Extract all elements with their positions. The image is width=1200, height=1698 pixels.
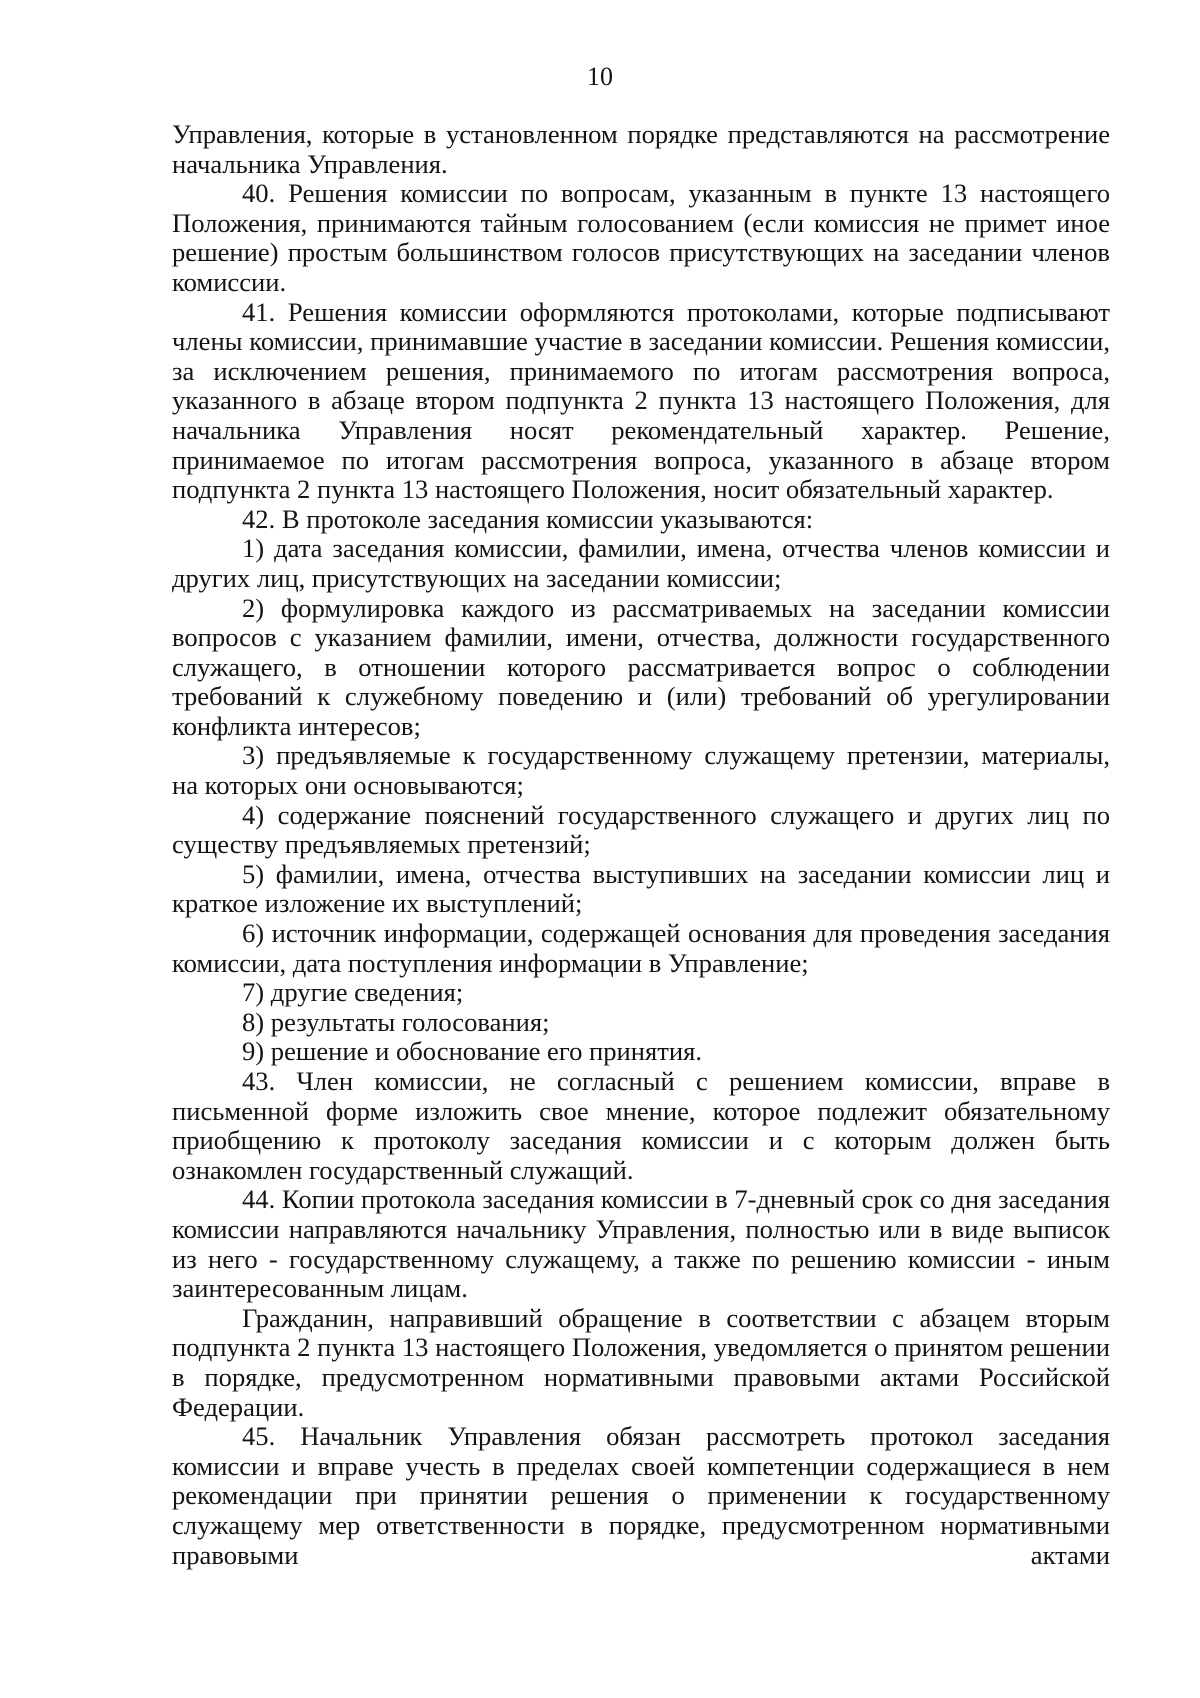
paragraph: Гражданин, направивший обращение в соответствии с абзацем вторым подпункта 2 пункта 13 настоящего Положения, уведомляется о принятом решении в порядке, предусмотренном нормативными правовыми актами Российской Федерации. bbox=[172, 1302, 1110, 1422]
page-number: 10 bbox=[587, 62, 613, 91]
paragraph: 7) другие сведения; bbox=[242, 977, 464, 1008]
paragraph: 44. Копии протокола заседания комиссии в 7-дневный срок со дня заседания комиссии направляются начальнику Управления, полностью или в виде выписок из него - государственному служащему, а также по решению комиссии - иным заинтересованным лицам. bbox=[172, 1184, 1110, 1304]
paragraph: 8) результаты голосования; bbox=[242, 1006, 550, 1037]
paragraph: 5) фамилии, имена, отчества выступивших на заседании комиссии лиц и краткое изложение их выступлений; bbox=[172, 858, 1110, 919]
paragraph: 9) решение и обоснование его принятия. bbox=[242, 1036, 702, 1067]
paragraph: 42. В протоколе заседания комиссии указываются: bbox=[242, 503, 814, 534]
paragraph: 41. Решения комиссии оформляются протоколами, которые подписывают члены комиссии, принимавшие участие в заседании комиссии. Решения комиссии, за исключением решения, принимаемого по итогам рассмотрения вопроса, указанного в абзаце втором подпункта 2 пункта 13 настоящего Положения, для начальника Управления носят рекомендательный характер. Решение, принимаемое по итогам рассмотрения вопроса, указанного в абзаце втором подпункта 2 пункта 13 настоящего Положения, носит обязательный характер. bbox=[172, 296, 1110, 505]
document-body bbox=[172, 120, 1110, 1570]
paragraph: 6) источник информации, содержащей основания для проведения заседания комиссии, дата поступления информации в Управление; bbox=[172, 918, 1110, 978]
paragraph: 4) содержание пояснений государственного служащего и других лиц по существу предъявляемых претензий; bbox=[172, 799, 1110, 860]
paragraph: 40. Решения комиссии по вопросам, указанным в пункте 13 настоящего Положения, принимаются тайным голосованием (если комиссия не примет иное решение) простым большинством голосов присутствующих на заседании членов комиссии. bbox=[172, 178, 1110, 297]
paragraph: 3) предъявляемые к государственному служащему претензии, материалы, на которых они основываются; bbox=[172, 740, 1110, 801]
paragraph: 43. Член комиссии, не согласный с решением комиссии, вправе в письменной форме изложить свое мнение, которое подлежит обязательному приобщению к протоколу заседания комиссии и с которым должен быть ознакомлен государственный служащий. bbox=[172, 1066, 1110, 1185]
paragraph: Управления, которые в установленном порядке представляются на рассмотрение начальника Управления. bbox=[172, 119, 1110, 179]
paragraph: 45. Начальник Управления обязан рассмотреть протокол заседания комиссии и вправе учесть в пределах своей компетенции содержащиеся в нем рекомендации при принятии решения о применении к государственному служащему мер ответственности в порядке, предусмотренном нормативными правовыми актами bbox=[172, 1421, 1110, 1570]
paragraph: 2) формулировка каждого из рассматриваемых на заседании комиссии вопросов с указанием фамилии, имени, отчества, должности государственного служащего, в отношении которого рассматривается вопрос о соблюдении требований к служебному поведению и (или) требований об урегулировании конфликта интересов; bbox=[172, 592, 1110, 741]
paragraph: 1) дата заседания комиссии, фамилии, имена, отчества членов комиссии и других лиц, присутствующих на заседании комиссии; bbox=[172, 533, 1110, 593]
